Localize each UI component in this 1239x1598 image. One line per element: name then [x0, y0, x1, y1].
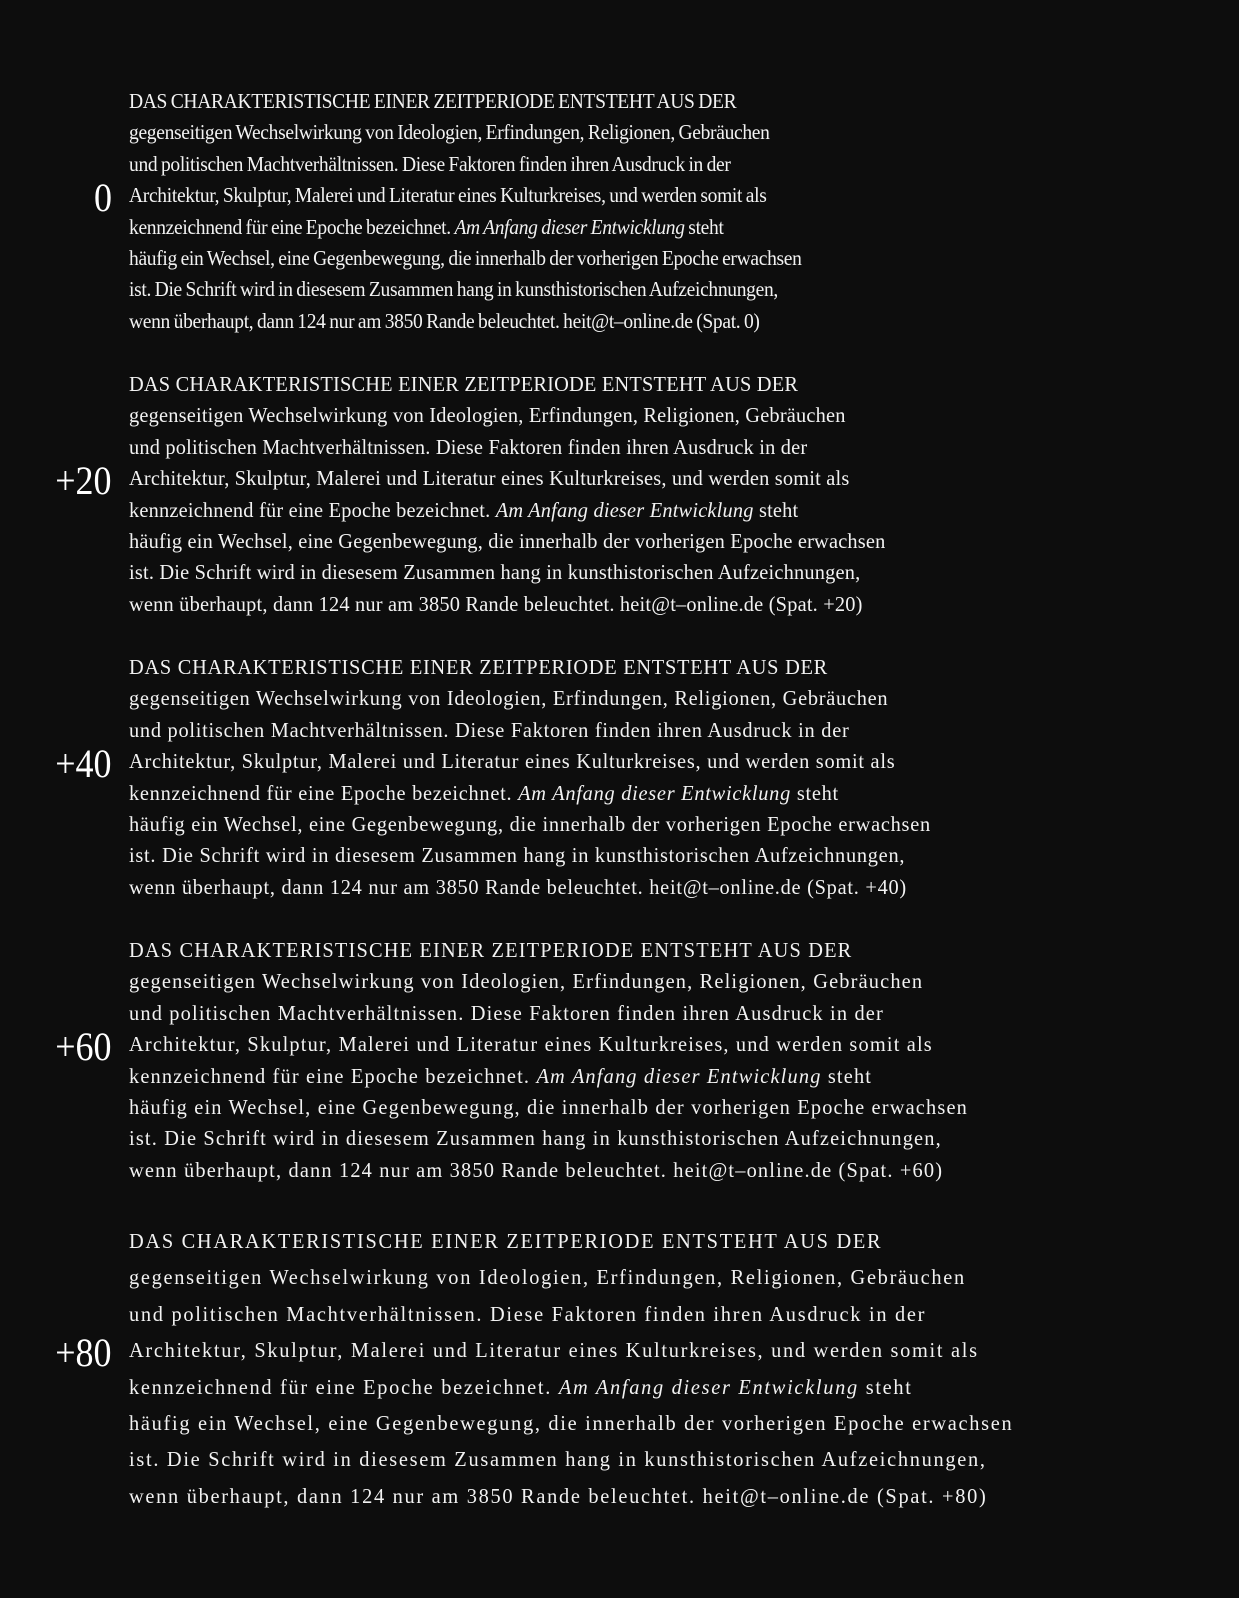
text-line-6: häufig ein Wechsel, eine Gegenbewegung, die innerhalb der vorherigen Epoche erwachsen	[129, 1411, 1014, 1436]
tracking-value-label: +80	[55, 1330, 112, 1375]
italic-phrase: Am Anfang dieser Entwicklung	[454, 214, 685, 239]
text-line-5	[129, 495, 886, 526]
text-line-4: Architektur, Skulptur, Malerei und Literatur eines Kulturkreises, und werden somit als	[129, 466, 850, 491]
text-line-7: ist. Die Schrift wird in diesesem Zusammen hang in kunsthistorischen Aufzeichnungen,	[129, 1126, 942, 1151]
text-line-3: und politischen Machtverhältnissen. Diese Faktoren finden ihren Ausdruck in der	[129, 434, 808, 459]
text-line-2: gegenseitigen Wechselwirkung von Ideologien, Erfindungen, Religionen, Gebräuchen	[129, 1265, 966, 1290]
text-line-5	[129, 1061, 968, 1092]
sample-paragraph	[129, 652, 931, 903]
text-line-4: Architektur, Skulptur, Malerei und Literatur eines Kulturkreises, und werden somit als	[129, 749, 896, 774]
text-line-8: wenn überhaupt, dann 124 nur am 3850 Rande beleuchtet. heit@t–online.de (Spat. +40)	[129, 874, 907, 899]
text-line-6: häufig ein Wechsel, eine Gegenbewegung, die innerhalb der vorherigen Epoche erwachsen	[129, 246, 802, 271]
text-line-5	[129, 212, 802, 243]
text-line-1: DAS CHARAKTERISTISCHE EINER ZEITPERIODE ENTSTEHT AUS DER	[129, 655, 828, 679]
text-line-1: DAS CHARAKTERISTISCHE EINER ZEITPERIODE ENTSTEHT AUS DER	[129, 1229, 883, 1253]
text-line-4: Architektur, Skulptur, Malerei und Literatur eines Kulturkreises, und werden somit als	[129, 183, 767, 208]
text-line-8: wenn überhaupt, dann 124 nur am 3850 Rande beleuchtet. heit@t–online.de (Spat. +80)	[129, 1483, 988, 1508]
text-line-5-start: kennzeichnend für eine Epoche bezeichnet.	[129, 1374, 553, 1399]
text-line-1: DAS CHARAKTERISTISCHE EINER ZEITPERIODE ENTSTEHT AUS DER	[129, 938, 853, 962]
text-line-5-end: steht	[688, 214, 724, 239]
sample-paragraph	[129, 935, 968, 1186]
text-line-2: gegenseitigen Wechselwirkung von Ideologien, Erfindungen, Religionen, Gebräuchen	[129, 686, 889, 711]
text-line-5	[129, 1369, 1013, 1405]
text-line-5	[129, 778, 931, 809]
text-line-7: ist. Die Schrift wird in diesesem Zusammen hang in kunsthistorischen Aufzeichnungen,	[129, 277, 778, 302]
italic-phrase: Am Anfang dieser Entwicklung	[518, 780, 792, 805]
text-line-5-end: steht	[865, 1374, 913, 1399]
text-line-4: Architektur, Skulptur, Malerei und Literatur eines Kulturkreises, und werden somit als	[129, 1032, 933, 1057]
text-line-5-end: steht	[796, 780, 839, 805]
text-line-6: häufig ein Wechsel, eine Gegenbewegung, die innerhalb der vorherigen Epoche erwachsen	[129, 812, 931, 837]
sample-paragraph	[129, 369, 886, 620]
text-line-5-end: steht	[827, 1063, 873, 1088]
text-line-3: und politischen Machtverhältnissen. Diese Faktoren finden ihren Ausdruck in der	[129, 151, 731, 176]
text-line-8: wenn überhaupt, dann 124 nur am 3850 Rande beleuchtet. heit@t–online.de (Spat. 0)	[129, 308, 760, 333]
text-line-5-start: kennzeichnend für eine Epoche bezeichnet.	[129, 1063, 531, 1088]
text-line-7: ist. Die Schrift wird in diesesem Zusammen hang in kunsthistorischen Aufzeichnungen,	[129, 843, 906, 868]
text-line-7: ist. Die Schrift wird in diesesem Zusammen hang in kunsthistorischen Aufzeichnungen,	[129, 1447, 987, 1472]
text-line-7: ist. Die Schrift wird in diesesem Zusammen hang in kunsthistorischen Aufzeichnungen,	[129, 560, 861, 585]
text-line-1: DAS CHARAKTERISTISCHE EINER ZEITPERIODE ENTSTEHT AUS DER	[129, 372, 799, 396]
tracking-value-label: +60	[55, 1024, 112, 1069]
sample-paragraph	[129, 86, 802, 337]
text-line-6: häufig ein Wechsel, eine Gegenbewegung, die innerhalb der vorherigen Epoche erwachsen	[129, 1095, 969, 1120]
text-line-3: und politischen Machtverhältnissen. Diese Faktoren finden ihren Ausdruck in der	[129, 1301, 927, 1326]
text-line-2: gegenseitigen Wechselwirkung von Ideologien, Erfindungen, Religionen, Gebräuchen	[129, 403, 846, 428]
text-line-3: und politischen Machtverhältnissen. Diese Faktoren finden ihren Ausdruck in der	[129, 1000, 884, 1025]
italic-phrase: Am Anfang dieser Entwicklung	[558, 1374, 859, 1399]
italic-phrase: Am Anfang dieser Entwicklung	[495, 497, 754, 522]
text-line-6: häufig ein Wechsel, eine Gegenbewegung, die innerhalb der vorherigen Epoche erwachsen	[129, 529, 886, 554]
text-line-2: gegenseitigen Wechselwirkung von Ideologien, Erfindungen, Religionen, Gebräuchen	[129, 120, 770, 145]
text-line-5-end: steht	[758, 497, 799, 522]
text-line-4: Architektur, Skulptur, Malerei und Literatur eines Kulturkreises, und werden somit als	[129, 1338, 979, 1363]
text-line-5-start: kennzeichnend für eine Epoche bezeichnet.	[129, 497, 491, 522]
tracking-value-label: +40	[55, 741, 112, 786]
tracking-value-label: 0	[94, 175, 112, 220]
tracking-value-label: +20	[55, 458, 112, 503]
text-line-8: wenn überhaupt, dann 124 nur am 3850 Rande beleuchtet. heit@t–online.de (Spat. +60)	[129, 1157, 944, 1182]
text-line-5-start: kennzeichnend für eine Epoche bezeichnet.	[129, 214, 451, 239]
italic-phrase: Am Anfang dieser Entwicklung	[536, 1063, 822, 1088]
text-line-5-start: kennzeichnend für eine Epoche bezeichnet.	[129, 780, 513, 805]
text-line-8: wenn überhaupt, dann 124 nur am 3850 Rande beleuchtet. heit@t–online.de (Spat. +20)	[129, 591, 863, 616]
text-line-2: gegenseitigen Wechselwirkung von Ideologien, Erfindungen, Religionen, Gebräuchen	[129, 969, 924, 994]
text-line-1: DAS CHARAKTERISTISCHE EINER ZEITPERIODE ENTSTEHT AUS DER	[129, 89, 737, 113]
sample-paragraph	[129, 1223, 1013, 1514]
text-line-3: und politischen Machtverhältnissen. Diese Faktoren finden ihren Ausdruck in der	[129, 717, 850, 742]
